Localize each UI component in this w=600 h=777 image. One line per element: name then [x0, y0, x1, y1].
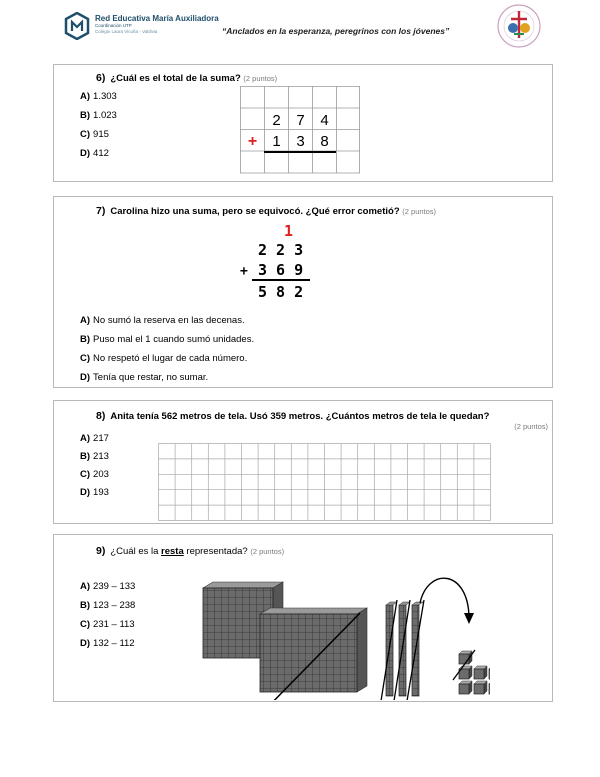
- q7-option-a[interactable]: A) No sumó la reserva en las decenas.: [80, 315, 245, 326]
- q8-option-c[interactable]: C) 203: [80, 469, 109, 480]
- answer-grid: [158, 443, 494, 521]
- tens-rods-crossed: [381, 600, 424, 700]
- curved-arrow-icon: [420, 578, 469, 617]
- addition-grid: [240, 86, 362, 176]
- org-sub: Coordinación UTP: [95, 23, 132, 28]
- question-7-card: [53, 196, 553, 388]
- org-name: Red Educativa María Auxiliadora: [95, 14, 219, 23]
- q8-option-d[interactable]: D) 193: [80, 487, 109, 498]
- digit-b1: 1: [272, 133, 281, 150]
- network-logo-icon: [64, 12, 90, 40]
- carry-digit: 1: [284, 223, 294, 240]
- unit-cube: [489, 666, 490, 679]
- q7-option-d[interactable]: D) Tenía que restar, no sumar.: [80, 372, 209, 383]
- org-school: Colegio Laura Vicuña - Valdivia: [95, 29, 158, 34]
- q7-option-b[interactable]: B) Puso mal el 1 cuando sumó unidades.: [80, 334, 255, 345]
- digit-b3: 8: [320, 133, 329, 150]
- unit-cubes: [453, 650, 490, 694]
- q8-option-b[interactable]: B) 213: [80, 451, 109, 462]
- digit-b2: 3: [296, 133, 305, 150]
- question-8-points: (2 puntos): [514, 422, 548, 431]
- question-9-card: [53, 534, 553, 702]
- unit-cube: [489, 681, 490, 694]
- plus-sign: +: [247, 133, 258, 150]
- question-8-card: [53, 400, 553, 524]
- row-2: 3 6 9: [258, 261, 304, 279]
- question-7-heading: 7) Carolina hizo una suma, pero se equivocó. ¿Qué error cometió? (2 puntos): [96, 205, 437, 217]
- question-6-card: [53, 64, 553, 182]
- org-block: [95, 14, 219, 35]
- plus-sign-7: +: [240, 264, 248, 279]
- question-6-heading: 6) ¿Cuál es el total de la suma? (2 puntos): [96, 72, 278, 84]
- hundred-flat-2-crossed: [260, 608, 367, 700]
- q7-option-c[interactable]: C) No respetó el lugar de cada número.: [80, 353, 248, 364]
- q6-option-b[interactable]: B) 1.023: [80, 110, 117, 121]
- question-9-heading: 9) ¿Cuál es la resta representada? (2 puntos): [96, 545, 285, 557]
- q9-option-a[interactable]: A) 239 – 133: [80, 581, 136, 592]
- unit-cube: [474, 681, 487, 694]
- row-1: 2 2 3: [258, 241, 304, 259]
- q8-option-a[interactable]: A) 217: [80, 433, 109, 444]
- q9-option-d[interactable]: D) 132 – 112: [80, 638, 135, 649]
- q9-option-b[interactable]: B) 123 – 238: [80, 600, 136, 611]
- result-row: 5 8 2: [258, 283, 304, 301]
- digit-a3: 4: [320, 112, 329, 129]
- q9-option-c[interactable]: C) 231 – 113: [80, 619, 135, 630]
- unit-cube: [459, 681, 472, 694]
- q6-option-a[interactable]: A) 1.303: [80, 91, 117, 102]
- q6-option-d[interactable]: D) 412: [80, 148, 109, 159]
- unit-cube: [474, 666, 487, 679]
- question-8-heading: 8) Anita tenía 562 metros de tela. Usó 359 metros. ¿Cuántos metros de tela le quedan?: [96, 410, 490, 422]
- school-seal-icon: [494, 2, 544, 50]
- base-ten-blocks: [200, 555, 490, 700]
- q6-option-c[interactable]: C) 915: [80, 129, 109, 140]
- digit-a1: 2: [272, 112, 281, 129]
- wrong-addition: [234, 223, 324, 303]
- page-header: [0, 0, 600, 50]
- digit-a2: 7: [296, 112, 305, 129]
- motto: “Anclados en la esperanza, peregrinos con los jóvenes”: [222, 26, 450, 36]
- unit-cube: [459, 666, 472, 679]
